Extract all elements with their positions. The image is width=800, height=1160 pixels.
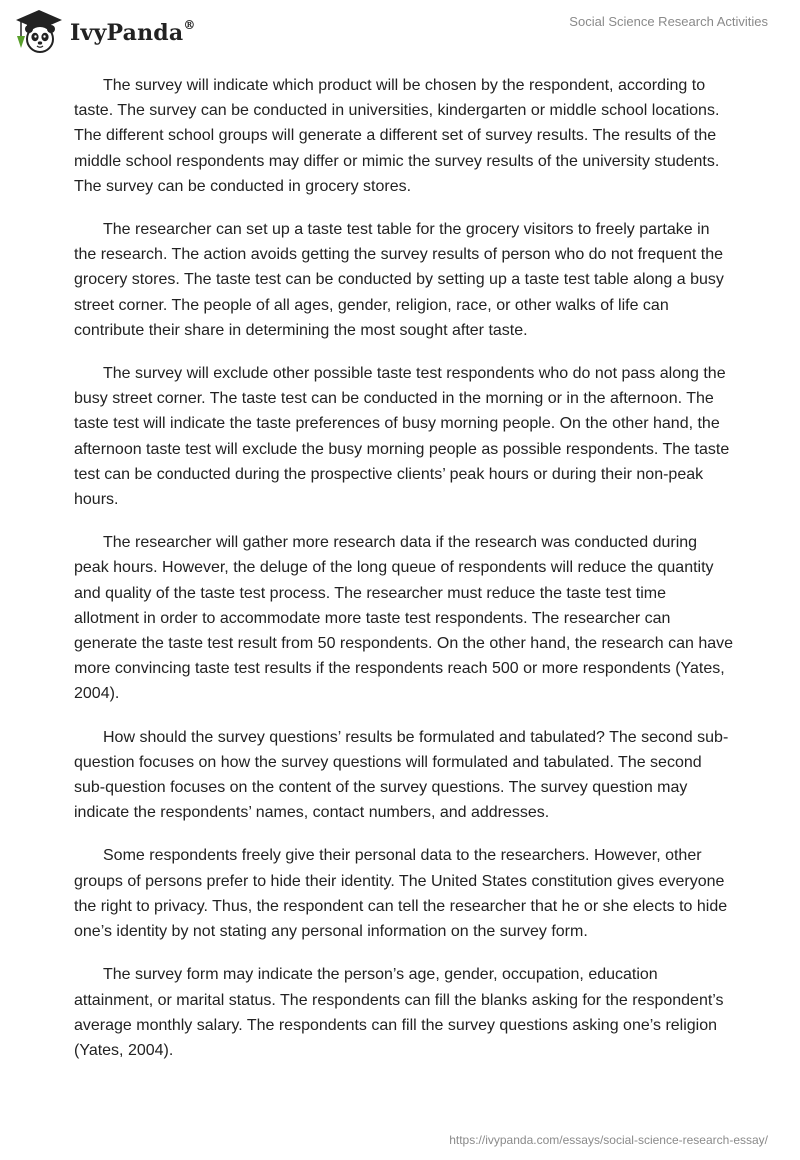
essay-body bbox=[74, 73, 734, 1081]
brand-name: IvyPanda® bbox=[70, 18, 196, 46]
paragraph: The survey will exclude other possible taste test respondents who do not pass along the busy street corner. The taste test can be conducted in the morning or in the afternoon. The taste test will indicate the taste preferences of busy morning people. On the other hand, the afternoon taste test will exclude the busy morning people as possible respondents. The taste test can be conducted during the prospective clients’ peak hours or during their non-peak hours. bbox=[74, 365, 730, 509]
page-header bbox=[0, 0, 800, 60]
paragraph: The survey will indicate which product will be chosen by the respondent, according to taste. The survey can be conducted in universities, kindergarten or middle school locations. The different school groups will generate a different set of survey results. The results of the middle school respondents may differ or mimic the survey results of the university students. The survey can be conducted in grocery stores. bbox=[74, 77, 720, 195]
source-url[interactable]: https://ivypanda.com/essays/social-science-research-essay/ bbox=[449, 1133, 768, 1147]
paragraph: How should the survey questions’ results be formulated and tabulated? The second sub- question focuses on how the survey questions will formulated and tabulated. The second sub-question focuses on the content of the survey questions. The survey question may indicate the respondents’ names, contact numbers, and addresses. bbox=[74, 728, 729, 822]
paragraph: The survey form may indicate the person’s age, gender, occupation, education attainment, or marital status. The respondents can fill the blanks asking for the respondent’s average monthly salary. The respondents can fill the survey questions asking one’s religion (Yates, 2004). bbox=[74, 966, 724, 1059]
panda-graduation-cap-icon bbox=[14, 8, 64, 54]
brand-logo[interactable] bbox=[14, 8, 196, 54]
paragraph: Some respondents freely give their personal data to the researchers. However, other groups of persons prefer to hide their identity. The United States constitution gives everyone the right to privacy. Thus, the respondent can tell the researcher that he or she elects to hide one’s identity by not stating any personal information on the survey form. bbox=[74, 847, 728, 941]
document-title: Social Science Research Activities bbox=[569, 14, 768, 29]
paragraph: The researcher can set up a taste test table for the grocery visitors to freely partake in the research. The action avoids getting the survey results of person who do not frequent the grocery stores. The taste test can be conducted by setting up a taste test table along a busy street corner. The people of all ages, gender, religion, race, or other walks of life can contribute their share in determining the most sought after taste. bbox=[74, 221, 724, 339]
paragraph: The researcher will gather more research data if the research was conducted during peak hours. However, the deluge of the long queue of respondents will reduce the quantity and quality of the taste test process. The researcher must reduce the taste test time allotment in order to accommodate more taste test respondents. The researcher can generate the taste test result from 50 respondents. On the other hand, the research can have more convincing taste test results if the respondents reach 500 or more respondents (Yates, 2004). bbox=[74, 534, 734, 703]
